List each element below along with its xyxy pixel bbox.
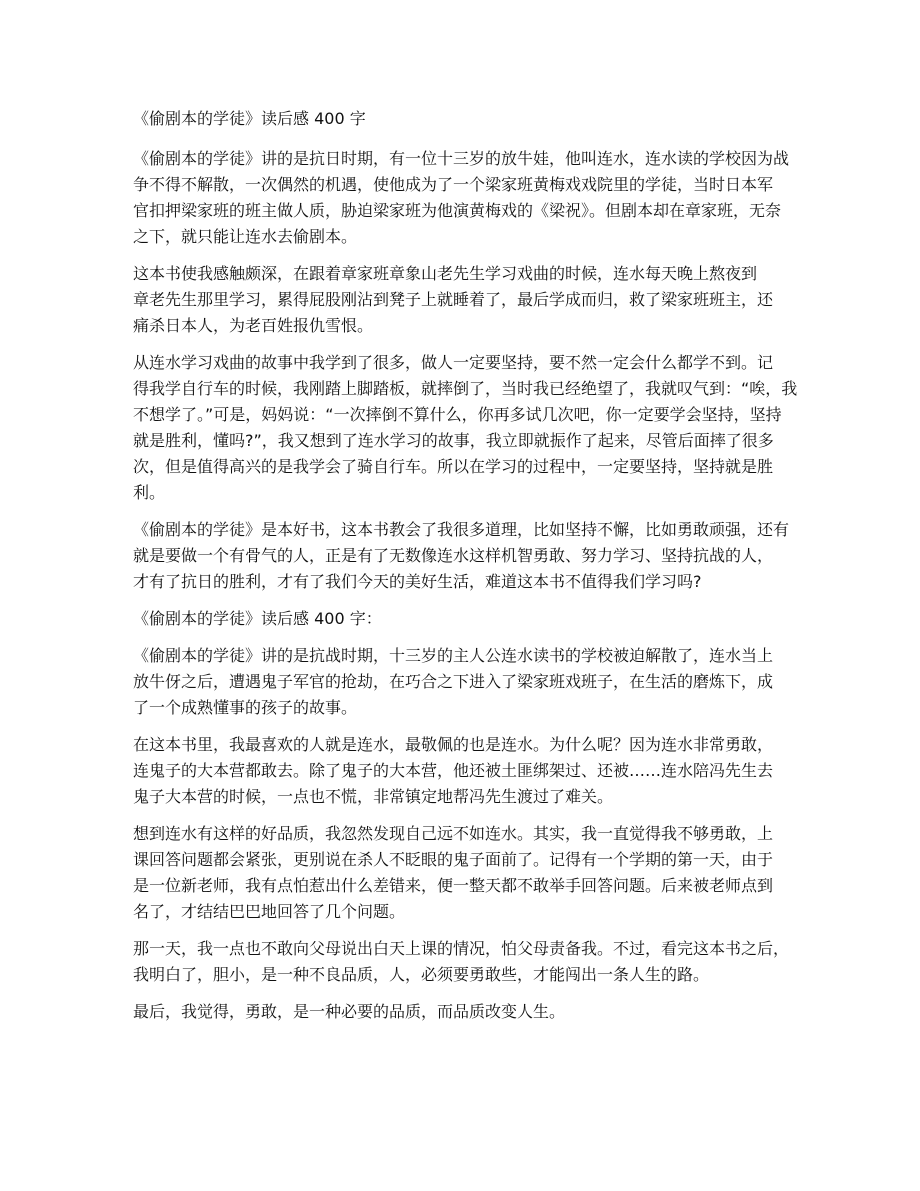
paragraph-line: 就是胜利，懂吗?”，我又想到了连水学习的故事，我立即就振作了起来，尽管后面摔了很多 — [133, 431, 774, 450]
paragraph — [133, 732, 813, 810]
paragraph-line: 《偷剧本的学徒》读后感 400 字： — [133, 609, 382, 628]
document-body — [133, 106, 813, 1036]
paragraph-line: 从连水学习戏曲的故事中我学到了很多，做人一定要坚持，要不然一定会什么都学不到。记 — [133, 353, 774, 372]
paragraph-line: 《偷剧本的学徒》是本好书，这本书教会了我很多道理，比如坚持不懈，比如勇敢顽强，还有 — [133, 520, 790, 539]
paragraph-line: 想到连水有这样的好品质，我忽然发现自己远不如连水。其实，我一直觉得我不够勇敢，上 — [133, 824, 774, 843]
paragraph-line: 连鬼子的大本营都敢去。除了鬼子的大本营，他还被土匪绑架过、还被……连水陪冯先生去 — [133, 761, 774, 780]
paragraph — [133, 350, 813, 506]
paragraph — [133, 606, 813, 632]
paragraph-line: 名了，才结结巴巴地回答了几个问题。 — [133, 902, 406, 921]
paragraph — [133, 821, 813, 925]
paragraph — [133, 936, 813, 988]
paragraph-line: 痛杀日本人，为老百姓报仇雪恨。 — [133, 316, 374, 335]
paragraph-line: 最后，我觉得，勇敢，是一种必要的品质，而品质改变人生。 — [133, 1002, 566, 1021]
paragraph-line: 利。 — [133, 483, 166, 502]
paragraph-list — [133, 146, 813, 1025]
paragraph — [133, 643, 813, 721]
paragraph-line: 这本书使我感触颇深，在跟着章家班章象山老先生学习戏曲的时候，连水每天晚上熬夜到 — [133, 264, 758, 283]
paragraph — [133, 517, 813, 595]
paragraph-line: 之下，就只能让连水去偷剧本。 — [133, 227, 358, 246]
paragraph-line: 争不得不解散，一次偶然的机遇，使他成为了一个梁家班黄梅戏戏院里的学徒，当时日本军 — [133, 175, 774, 194]
paragraph-line: 就是要做一个有骨气的人，正是有了无数像连水这样机智勇敢、努力学习、坚持抗战的人， — [133, 546, 774, 565]
paragraph-line: 章老先生那里学习，累得屁股刚沾到凳子上就睡着了，最后学成而归，救了梁家班班主，还 — [133, 290, 774, 309]
paragraph-line: 在这本书里，我最喜欢的人就是连水，最敬佩的也是连水。为什么呢？因为连水非常勇敢， — [133, 735, 774, 754]
paragraph-line: 得我学自行车的时候，我刚踏上脚踏板，就摔倒了，当时我已经绝望了，我就叹气到：“唉，我 — [133, 379, 798, 398]
paragraph-line: 课回答问题都会紧张，更别说在杀人不眨眼的鬼子面前了。记得有一个学期的第一天，由于 — [133, 850, 774, 869]
paragraph-line: 《偷剧本的学徒》讲的是抗日时期，有一位十三岁的放牛娃，他叫连水，连水读的学校因为战 — [133, 149, 790, 168]
paragraph-line: 是一位新老师，我有点怕惹出什么差错来，便一整天都不敢举手回答问题。后来被老师点到 — [133, 876, 774, 895]
document-title: 《偷剧本的学徒》读后感 400 字 — [133, 109, 366, 128]
paragraph-line: 不想学了。”可是，妈妈说：“一次摔倒不算什么，你再多试几次吧，你一定要学会坚持，坚持 — [133, 405, 782, 424]
paragraph — [133, 146, 813, 250]
paragraph-line: 鬼子大本营的时候，一点也不慌，非常镇定地帮冯先生渡过了难关。 — [133, 787, 614, 806]
paragraph-line: 了一个成熟懂事的孩子的故事。 — [133, 698, 358, 717]
paragraph-line: 那一天，我一点也不敢向父母说出白天上课的情况，怕父母责备我。不过，看完这本书之后， — [133, 939, 790, 958]
paragraph-line: 官扣押梁家班的班主做人质，胁迫梁家班为他演黄梅戏的《梁祝》。但剧本却在章家班，无奈 — [133, 201, 782, 220]
paragraph-line: 放牛伢之后，遭遇鬼子军官的抢劫，在巧合之下进入了梁家班戏班子，在生活的磨炼下，成 — [133, 672, 774, 691]
paragraph — [133, 999, 813, 1025]
paragraph-line: 我明白了，胆小，是一种不良品质，人，必须要勇敢些，才能闯出一条人生的路。 — [133, 965, 710, 984]
paragraph-line: 才有了抗日的胜利，才有了我们今天的美好生活，难道这本书不值得我们学习吗? — [133, 572, 702, 591]
paragraph — [133, 261, 813, 339]
paragraph-line: 《偷剧本的学徒》讲的是抗战时期，十三岁的主人公连水读书的学校被迫解散了，连水当上 — [133, 646, 774, 665]
paragraph-line: 次，但是值得高兴的是我学会了骑自行车。所以在学习的过程中，一定要坚持，坚持就是胜 — [133, 457, 774, 476]
